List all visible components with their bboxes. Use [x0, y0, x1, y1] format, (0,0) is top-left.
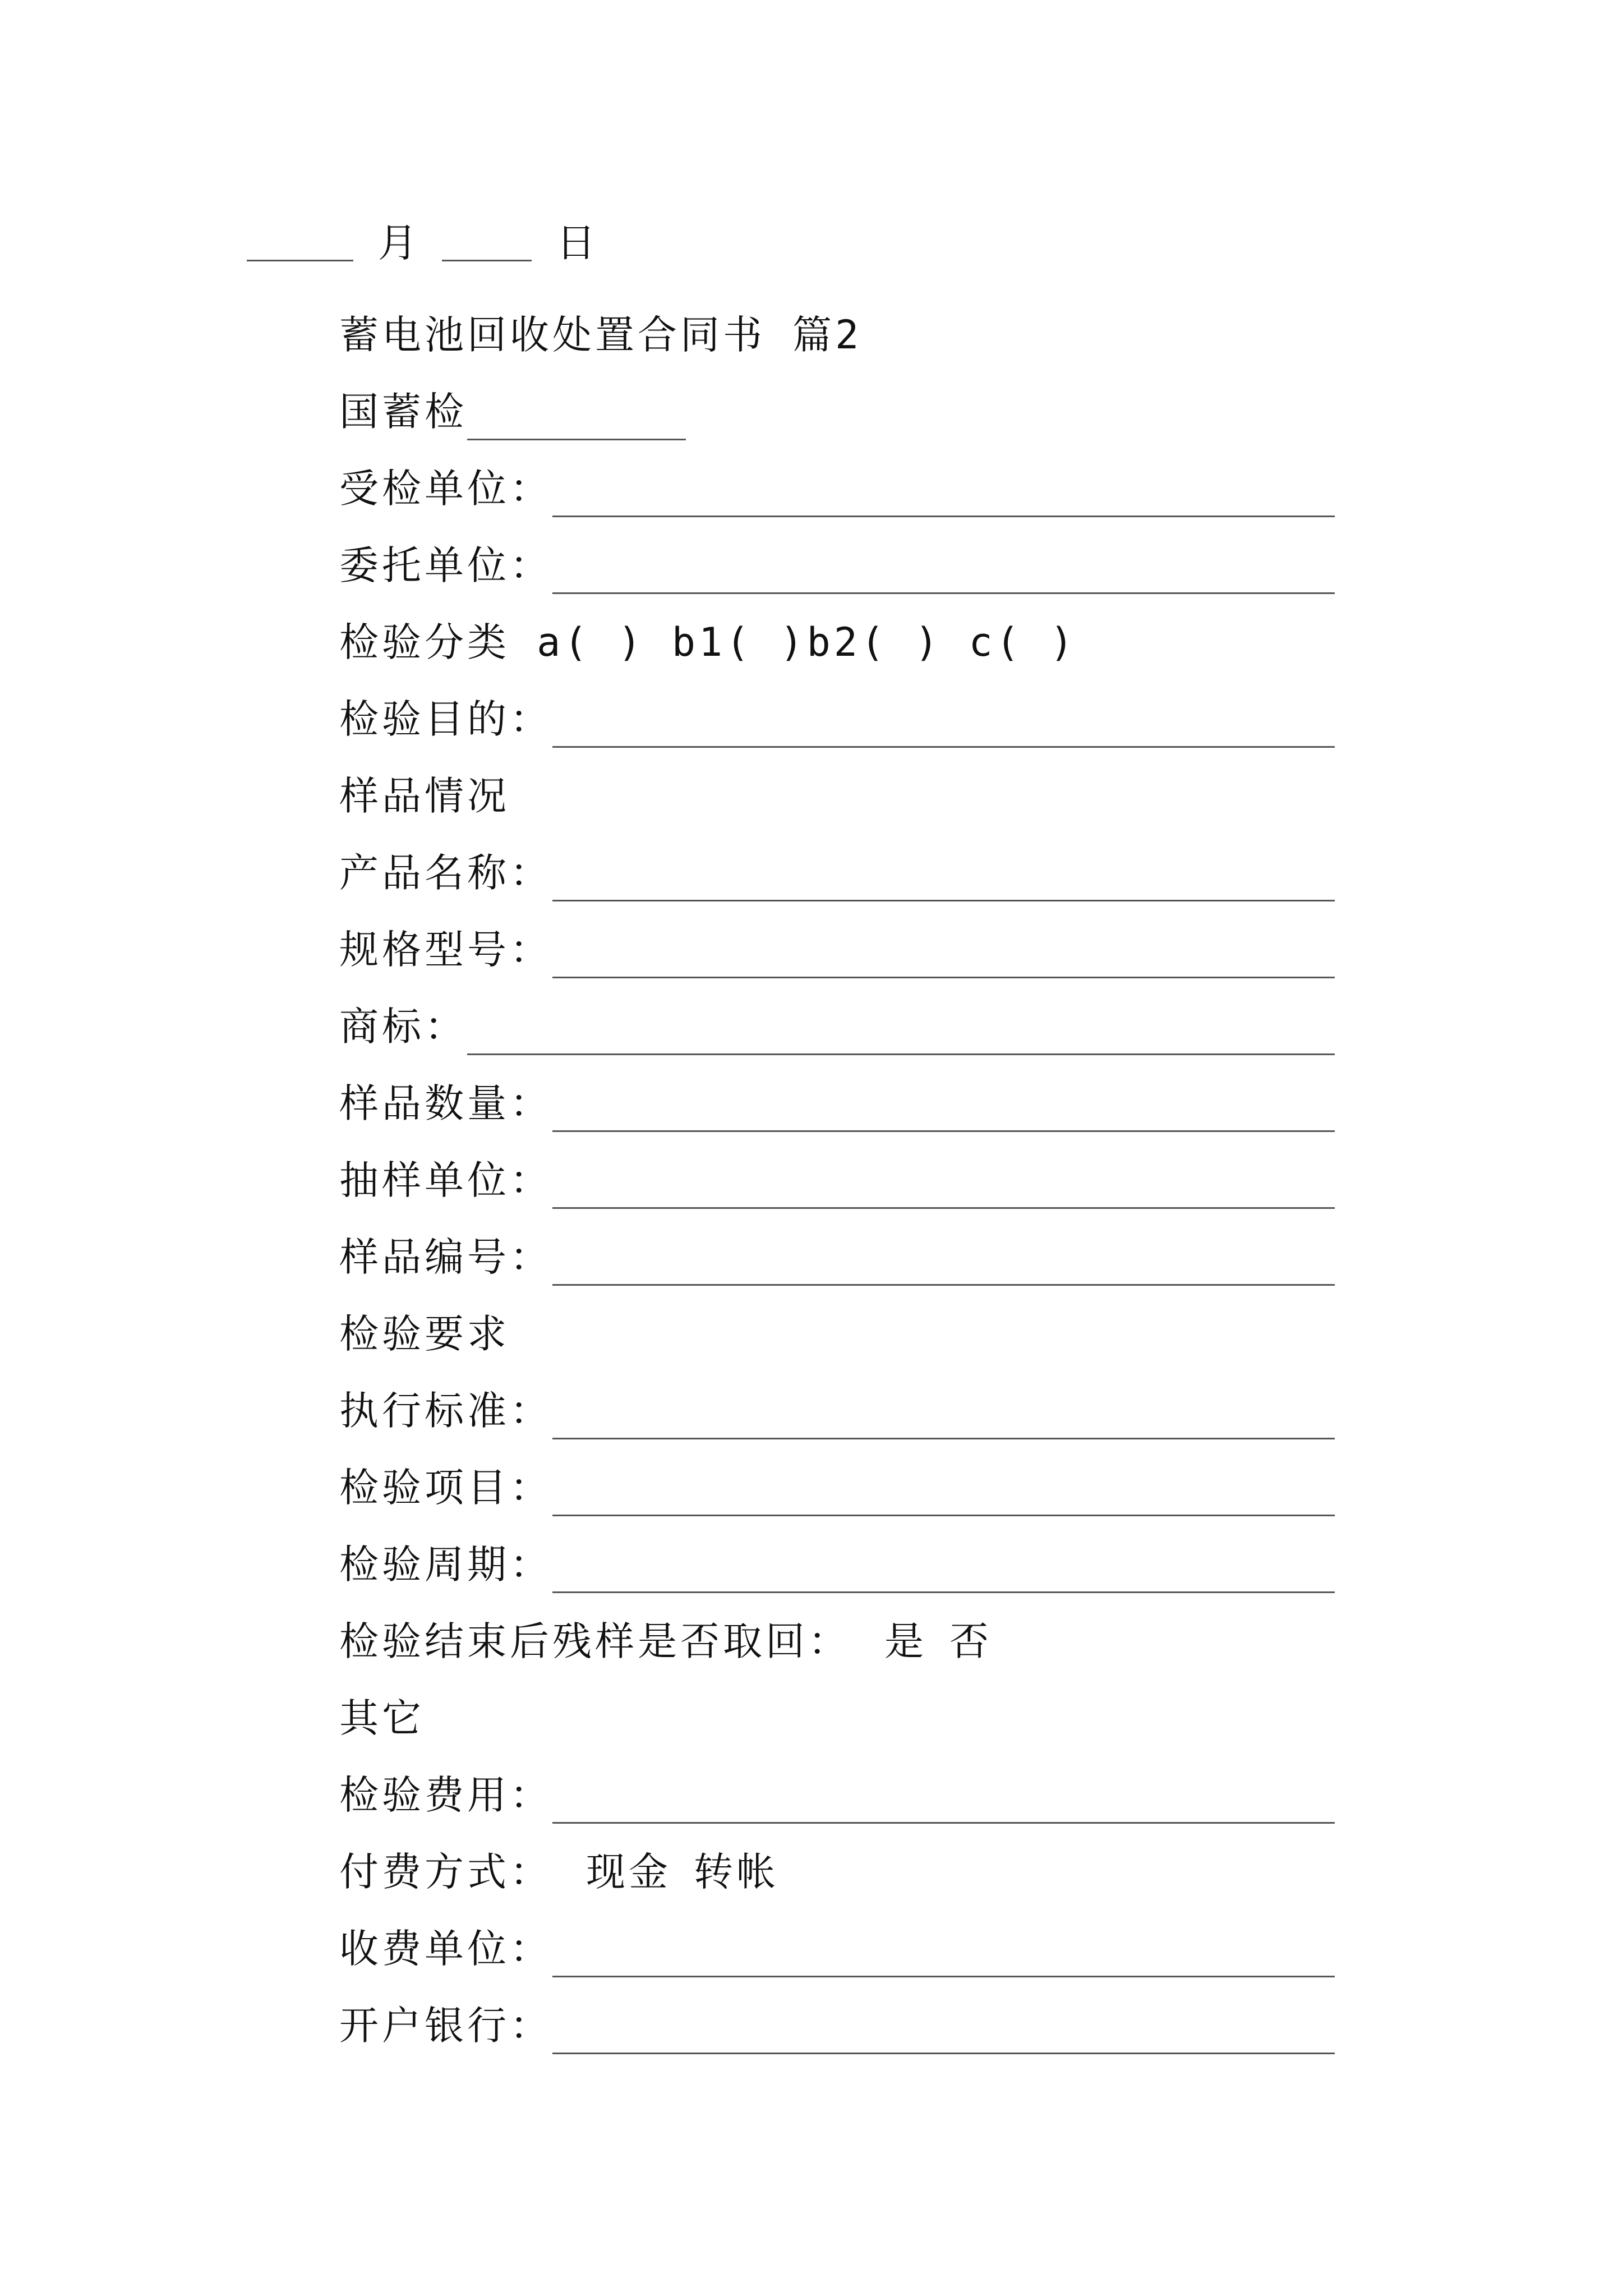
sampling-unit-blank[interactable] — [552, 1168, 1335, 1209]
other-section-heading: 其它 — [339, 1695, 425, 1741]
sample-section-row — [339, 757, 1335, 834]
entrusting-unit-blank[interactable] — [552, 553, 1335, 594]
return-yes-option[interactable]: 是 — [884, 1618, 927, 1664]
period-label: 检验周期： — [339, 1541, 552, 1588]
return-no-option[interactable]: 否 — [949, 1618, 992, 1664]
day-blank[interactable] — [442, 220, 532, 261]
code-blank[interactable] — [467, 399, 686, 440]
document-title: 蓄电池回收处置合同书 篇2 — [339, 311, 863, 358]
items-blank[interactable] — [552, 1475, 1335, 1516]
spec-model-label: 规格型号： — [339, 926, 552, 973]
form-lines — [339, 296, 1335, 2064]
sample-number-label: 样品编号： — [339, 1234, 552, 1280]
category-label: 检验分类 a( ) b1( )b2( ) c( ) — [339, 619, 1077, 665]
sampling-unit-label: 抽样单位： — [339, 1157, 552, 1203]
payment-cash-option[interactable]: 现金 — [586, 1848, 671, 1895]
sample-number-blank[interactable] — [552, 1245, 1335, 1286]
payee-unit-blank[interactable] — [552, 1936, 1335, 1977]
items-label: 检验项目： — [339, 1464, 552, 1511]
code-row — [339, 373, 1335, 450]
entrusting-unit-row — [339, 527, 1335, 604]
inspected-unit-blank[interactable] — [552, 476, 1335, 517]
other-section-row — [339, 1680, 1335, 1756]
category-row — [339, 604, 1335, 680]
trademark-label: 商标： — [339, 1003, 467, 1050]
spec-model-blank[interactable] — [552, 937, 1335, 978]
product-name-blank[interactable] — [552, 861, 1335, 901]
date-line — [247, 218, 620, 268]
purpose-row — [339, 680, 1335, 757]
sample-quantity-label: 样品数量： — [339, 1080, 552, 1126]
return-samples-row — [339, 1603, 1335, 1680]
purpose-label: 检验目的： — [339, 696, 552, 742]
inspected-unit-row — [339, 450, 1335, 527]
return-samples-label: 检验结束后残样是否取回： — [339, 1618, 851, 1664]
sample-number-row — [339, 1218, 1335, 1295]
period-blank[interactable] — [552, 1552, 1335, 1593]
bank-label: 开户银行： — [339, 2002, 552, 2049]
payee-unit-row — [339, 1910, 1335, 1987]
trademark-row — [339, 988, 1335, 1065]
purpose-blank[interactable] — [552, 707, 1335, 748]
fee-row — [339, 1756, 1335, 1833]
sample-quantity-row — [339, 1065, 1335, 1142]
day-label: 日 — [556, 220, 596, 266]
requirements-section-row — [339, 1295, 1335, 1372]
standard-blank[interactable] — [552, 1398, 1335, 1439]
month-label: 月 — [378, 220, 417, 266]
standard-label: 执行标准： — [339, 1387, 552, 1434]
payee-unit-label: 收费单位： — [339, 1925, 552, 1972]
fee-label: 检验费用： — [339, 1772, 552, 1818]
code-label: 国蓄检 — [339, 388, 467, 435]
period-row — [339, 1526, 1335, 1603]
payment-method-row — [339, 1833, 1335, 1910]
payment-method-label: 付费方式： — [339, 1848, 552, 1895]
fee-blank[interactable] — [552, 1783, 1335, 1824]
month-blank[interactable] — [247, 220, 353, 261]
items-row — [339, 1449, 1335, 1526]
sampling-unit-row — [339, 1142, 1335, 1218]
product-name-label: 产品名称： — [339, 849, 552, 896]
payment-transfer-option[interactable]: 转帐 — [694, 1848, 779, 1895]
document-title-row — [339, 296, 1335, 373]
entrusting-unit-label: 委托单位： — [339, 542, 552, 588]
spec-model-row — [339, 911, 1335, 988]
sample-section-heading: 样品情况 — [339, 772, 510, 819]
trademark-blank[interactable] — [467, 1014, 1335, 1055]
requirements-section-heading: 检验要求 — [339, 1310, 510, 1357]
product-name-row — [339, 834, 1335, 911]
sample-quantity-blank[interactable] — [552, 1091, 1335, 1132]
standard-row — [339, 1372, 1335, 1449]
inspected-unit-label: 受检单位： — [339, 465, 552, 512]
bank-row — [339, 1987, 1335, 2064]
bank-blank[interactable] — [552, 2013, 1335, 2054]
